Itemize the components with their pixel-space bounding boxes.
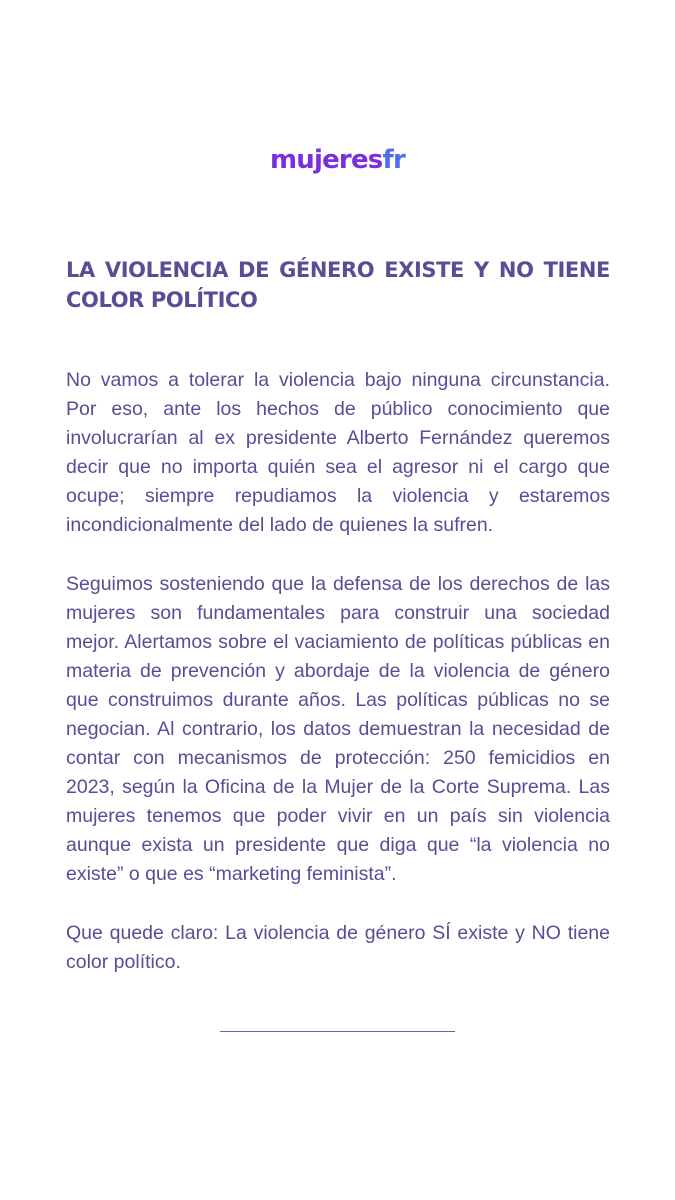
paragraph-1: No vamos a tolerar la violencia bajo ninguna circunstancia. Por eso, ante los hechos de público conocimiento que involucrarían al ex presidente Alberto Fernández queremos decir que no importa quién sea el agresor ni el cargo que ocupe; siempre repudiamos la violencia y estaremos incondicionalmente del lado de quienes la sufren. (66, 369, 610, 536)
brand-logo-secondary: fr (382, 145, 406, 175)
paragraph-3: Que quede claro: La violencia de género SÍ existe y NO tiene color político. (66, 922, 610, 974)
brand-logo (0, 142, 675, 178)
divider-line (220, 1031, 455, 1032)
statement-title: LA VIOLENCIA DE GÉNERO EXISTE Y NO TIENE COLOR POLÍTICO (66, 258, 610, 312)
brand-logo-primary: mujeres (269, 145, 383, 175)
paragraph-2: Seguimos sosteniendo que la defensa de los derechos de las mujeres son fundamentales para construir una sociedad mejor. Alertamos sobre el vaciamiento de políticas públicas en materia de prevención y abordaje de la violencia de género que construimos durante años. Las políticas públicas no se negocian. Al contrario, los datos demuestran la necesidad de contar con mecanismos de protección: 250 femicidios en 2023, según la Oficina de la Mujer de la Corte Suprema. Las mujeres tenemos que poder vivir en un país sin violencia aunque exista un presidente que diga que “la violencia no existe” o que es “marketing feminista”. (66, 573, 610, 885)
statement-body (66, 255, 610, 977)
